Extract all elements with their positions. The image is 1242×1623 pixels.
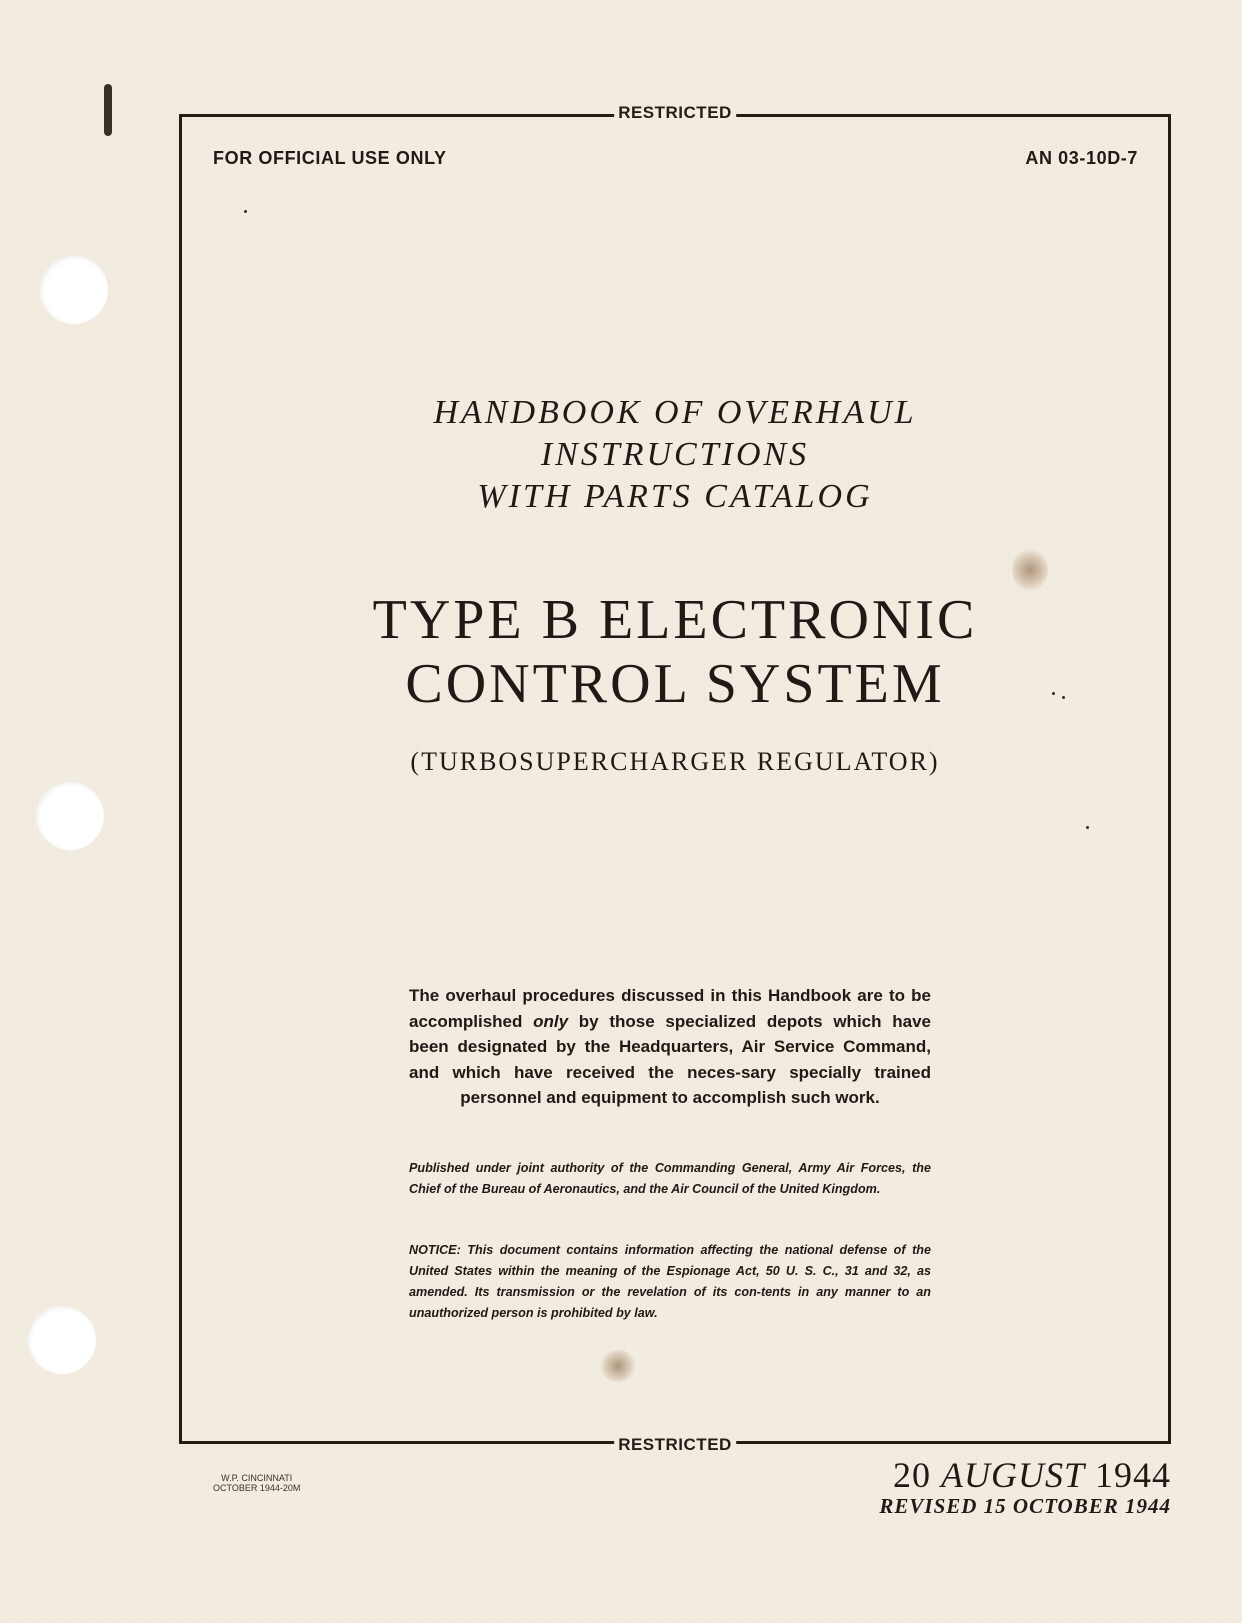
restricted-label-top: RESTRICTED bbox=[614, 103, 736, 123]
official-use-label: FOR OFFICIAL USE ONLY bbox=[213, 148, 447, 168]
main-title bbox=[179, 588, 1171, 716]
printer-line: W.P. CINCINNATI bbox=[221, 1473, 293, 1483]
subtitle-line: INSTRUCTIONS bbox=[540, 436, 810, 473]
revision-date: REVISED 15 OCTOBER 1944 bbox=[879, 1494, 1171, 1518]
punch-hole-bottom bbox=[28, 1306, 96, 1374]
subtitle-line: HANDBOOK OF OVERHAUL bbox=[433, 394, 917, 431]
punch-hole-top bbox=[40, 256, 108, 324]
overhaul-text-part: by those specialized depots which have been designated by the Headquarters, Air Service Command, and which have received the neces-sary specially trained personnel and equipment to accomplish such work. bbox=[409, 1011, 931, 1107]
ink-mark bbox=[104, 84, 112, 136]
parenthetical-title: (TURBOSUPERCHARGER REGULATOR) bbox=[410, 747, 940, 776]
date-year: 1944 bbox=[1095, 1455, 1171, 1495]
overhaul-statement bbox=[409, 983, 931, 1111]
espionage-notice: NOTICE: This document contains information affecting the national defense of the United States within the meaning of the Espionage Act, 50 U. S. C., 31 and 32, as amended. Its transmission or the revelation of its con-tents in any manner to an unauthorized person is prohibited by law. bbox=[409, 1243, 931, 1320]
main-title-line: TYPE B ELECTRONIC bbox=[372, 589, 978, 651]
handbook-subtitle bbox=[179, 392, 1171, 518]
overhaul-text-part: The overhaul procedures discussed in this Handbook are to be accomplished bbox=[409, 986, 931, 1031]
publication-date bbox=[893, 1454, 1171, 1496]
document-number: AN 03-10D-7 bbox=[1025, 148, 1138, 168]
date-day: 20 bbox=[892, 1455, 931, 1495]
emphasis-only: only bbox=[533, 1011, 569, 1031]
date-month: AUGUST bbox=[940, 1455, 1085, 1495]
printer-imprint bbox=[213, 1473, 300, 1493]
publication-authority: Published under joint authority of the Commanding General, Army Air Forces, the Chief of the Bureau of Aeronautics, and the Air Council of the United Kingdom. bbox=[409, 1161, 931, 1196]
punch-hole-middle bbox=[36, 782, 104, 850]
main-title-line: CONTROL SYSTEM bbox=[405, 653, 945, 715]
restricted-label-bottom: RESTRICTED bbox=[614, 1435, 736, 1455]
subtitle-line: WITH PARTS CATALOG bbox=[477, 478, 873, 515]
printer-line: OCTOBER 1944-20M bbox=[213, 1483, 301, 1493]
